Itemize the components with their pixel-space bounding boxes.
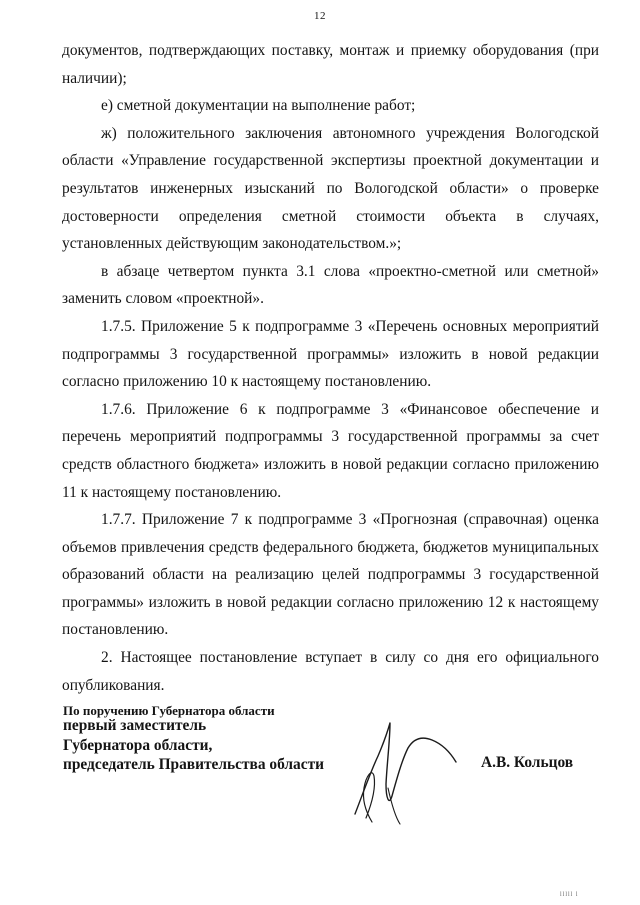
signature-on-behalf: По поручению Губернатора области — [63, 703, 275, 718]
signature-stroke-loop — [363, 773, 374, 822]
paragraph-item-zh: ж) положительного заключения автономного учреждения Вологодской области «Управление государственной экспертизы проектной документации и результатов инженерных изысканий по Вологодской области» о проверке достоверности определения сметной стоимости объекта в случаях, установленных действующим законодательством.»; — [62, 124, 599, 253]
paragraph-1-7-6: 1.7.6. Приложение 6 к подпрограмме 3 «Финансовое обеспечение и перечень мероприятий подпрограммы 3 государственной программы за счет средств областного бюджета» изложить в новой редакции согласно приложению 11 к настоящему постановлению. — [62, 400, 599, 501]
signatory-name: А.В. Кольцов — [481, 754, 574, 771]
footer-code: lllll l — [560, 892, 579, 898]
signatory-title-line-3: председатель Правительства области — [63, 756, 324, 773]
paragraph-point-3-1: в абзаце четвертом пункта 3.1 слова «проектно-сметной или сметной» заменить словом «проектной». — [62, 262, 599, 308]
paragraph-point-2: 2. Настоящее постановление вступает в силу со дня его официального опубликования. — [62, 649, 599, 694]
signatory-title-line-1: первый заместитель — [63, 717, 207, 734]
signature-stroke-tail — [388, 788, 400, 824]
paragraph-continuation: документов, подтверждающих поставку, монтаж и приемку оборудования (при наличии); — [62, 42, 599, 87]
paragraph-1-7-5: 1.7.5. Приложение 5 к подпрограмме 3 «Перечень основных мероприятий подпрограммы 3 государственной программы» изложить в новой редакции согласно приложению 10 к настоящему постановлению. — [62, 317, 599, 391]
document-body — [62, 37, 599, 699]
paragraph-item-e: е) сметной документации на выполнение работ; — [101, 97, 416, 115]
handwritten-signature — [352, 718, 460, 826]
signature-stroke-main — [355, 723, 456, 814]
signatory-title — [63, 716, 324, 775]
paragraph-1-7-7: 1.7.7. Приложение 7 к подпрограмме 3 «Прогнозная (справочная) оценка объемов привлечения средств федерального бюджета, бюджетов муниципальных образований области на реализацию целей подпрограммы 3 государственной программы» изложить в новой редакции согласно приложению 12 к настоящему постановлению. — [62, 511, 599, 639]
page-number: 12 — [314, 10, 326, 22]
signatory-title-line-2: Губернатора области, — [63, 736, 213, 754]
